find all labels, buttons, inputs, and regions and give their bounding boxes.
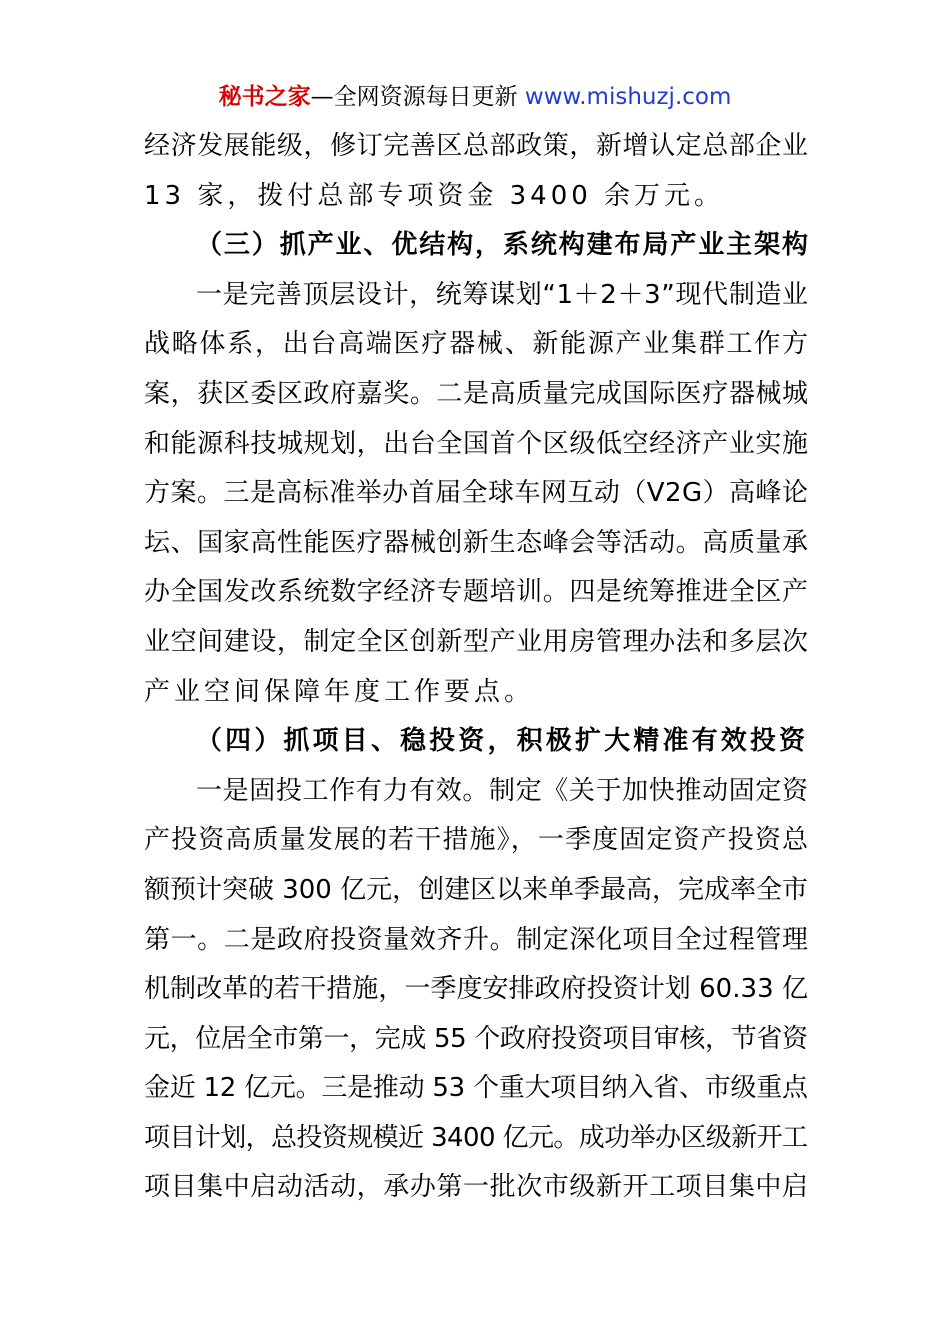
text-line: 13 家，拨付总部专项资金 3400 余万元。 — [144, 180, 725, 211]
text-line: 产投资高质量发展的若干措施》，一季度固定资产投资总 — [144, 825, 810, 856]
section-heading: （三）抓产业、优结构，系统构建布局产业主架构 — [196, 230, 810, 261]
text-line: 和能源科技城规划，出台全国首个区级低空经济产业实施 — [144, 428, 809, 459]
text-line: 元，位居全市第一，完成 55 个政府投资项目审核，节省资 — [144, 1023, 808, 1054]
text-line: 金近 12 亿元。三是推动 53 个重大项目纳入省、市级重点 — [144, 1073, 808, 1104]
text-line: 第一。二是政府投资量效齐升。制定深化项目全过程管理 — [144, 924, 809, 955]
page-header — [0, 80, 950, 114]
text-line: 方案。三是高标准举办首届全球车网互动（V2G）高峰论 — [144, 478, 809, 509]
text-line: 一是固投工作有力有效。制定《关于加快推动固定资 — [196, 775, 809, 806]
header-site-url[interactable]: www.mishuzj.com — [524, 84, 732, 110]
document-body — [144, 122, 808, 1213]
header-tagline: —全网资源每日更新 — [310, 84, 525, 110]
text-line: 经济发展能级，修订完善区总部政策，新增认定总部企业 — [144, 131, 809, 161]
text-line: 案，获区委区政府嘉奖。二是高质量完成国际医疗器械城 — [144, 378, 809, 409]
text-line: 办全国发改系统数字经济专题培训。四是统筹推进全区产 — [144, 577, 809, 608]
text-line: 机制改革的若干措施，一季度安排政府投资计划 60.33 亿 — [144, 974, 809, 1005]
text-line: 一是完善顶层设计，统筹谋划“1＋2＋3”现代制造业 — [196, 279, 809, 310]
text-line: 战略体系，出台高端医疗器械、新能源产业集群工作方 — [144, 329, 810, 360]
text-line: 产业空间保障年度工作要点。 — [144, 676, 535, 707]
text-line: 坛、国家高性能医疗器械创新生态峰会等活动。高质量承 — [144, 527, 809, 558]
text-line: 项目计划，总投资规模近 3400 亿元。成功举办区级新开工 — [144, 1122, 808, 1153]
section-heading: （四）抓项目、稳投资，积极扩大精准有效投资 — [196, 726, 809, 757]
text-line: 业空间建设，制定全区创新型产业用房管理办法和多层次 — [144, 626, 809, 657]
text-line: 项目集中启动活动，承办第一批次市级新开工项目集中启 — [144, 1172, 809, 1203]
text-line: 额预计突破 300 亿元，创建区以来单季最高，完成率全市 — [144, 874, 808, 905]
header-brand: 秘书之家 — [218, 84, 311, 110]
